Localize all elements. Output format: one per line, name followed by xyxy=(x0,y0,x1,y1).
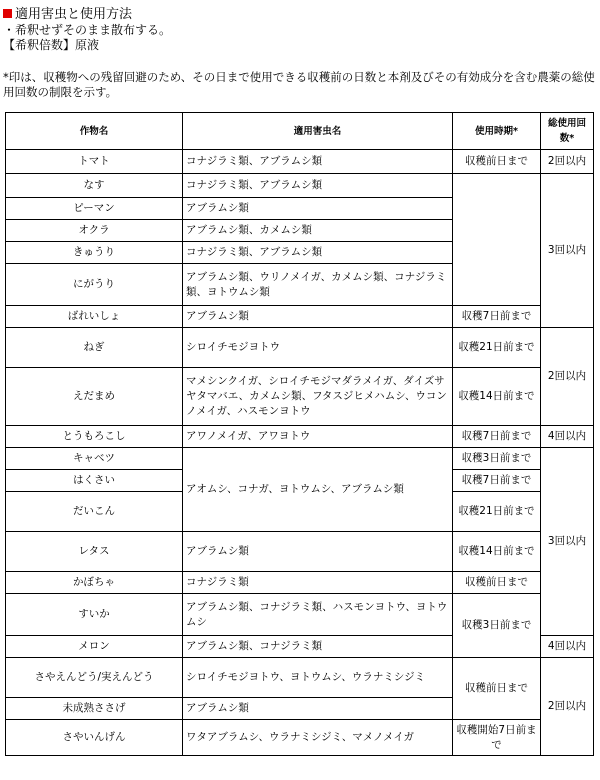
crop-cell: レタス xyxy=(6,532,183,572)
table-row xyxy=(6,328,594,368)
crop-cell: だいこん xyxy=(6,492,183,532)
crop-cell: なす xyxy=(6,174,183,198)
crop-cell: ねぎ xyxy=(6,328,183,368)
crop-cell: えだまめ xyxy=(6,368,183,426)
count-cell: 2回以内 xyxy=(541,658,594,756)
table-row xyxy=(6,572,594,594)
crop-cell: 未成熟ささげ xyxy=(6,698,183,720)
count-cell: 4回以内 xyxy=(541,426,594,448)
section-heading xyxy=(3,7,132,23)
timing-cell: 収穫7日前まで xyxy=(453,306,541,328)
header-count: 総使用回数* xyxy=(541,113,594,150)
table-row xyxy=(6,720,594,756)
crop-cell: ばれいしょ xyxy=(6,306,183,328)
count-cell: 3回以内 xyxy=(541,448,594,636)
timing-cell: 収穫3日前まで xyxy=(453,594,541,658)
red-square-icon xyxy=(3,9,12,18)
crop-cell: トマト xyxy=(6,150,183,174)
timing-cell: 収穫14日前まで xyxy=(453,532,541,572)
header-timing: 使用時期* xyxy=(453,113,541,150)
pest-cell: コナジラミ類、アブラムシ類 xyxy=(183,242,453,264)
footnote: *印は、収穫物への残留回避のため、その日まで使用できる収穫前の日数と本剤及びその有効成分を含む農薬の総使用回数の制限を示す。 xyxy=(3,70,595,99)
timing-cell: 収穫14日前まで xyxy=(453,368,541,426)
usage-line: ・希釈せずそのまま散布する。 xyxy=(3,23,172,37)
crop-cell: すいか xyxy=(6,594,183,636)
pest-cell: アブラムシ類、ウリノメイガ、カメムシ類、コナジラミ類、ヨトウムシ類 xyxy=(183,264,453,306)
pest-cell: アオムシ、コナガ、ヨトウムシ、アブラムシ類 xyxy=(183,448,453,532)
crop-cell: オクラ xyxy=(6,220,183,242)
pest-cell: アブラムシ類 xyxy=(183,532,453,572)
table-row xyxy=(6,150,594,174)
table-row xyxy=(6,448,594,470)
pest-cell: アブラムシ類、コナジラミ類、ハスモンヨトウ、ヨトウムシ xyxy=(183,594,453,636)
dilution-line: 【希釈倍数】原液 xyxy=(3,38,100,52)
pest-cell: ワタアブラムシ、ウラナミシジミ、マメノメイガ xyxy=(183,720,453,756)
crop-cell: はくさい xyxy=(6,470,183,492)
crop-cell: かぼちゃ xyxy=(6,572,183,594)
count-cell: 2回以内 xyxy=(541,328,594,426)
crop-cell: さやえんどう/実えんどう xyxy=(6,658,183,698)
crop-cell: キャベツ xyxy=(6,448,183,470)
crop-cell: とうもろこし xyxy=(6,426,183,448)
pest-cell: アワノメイガ、アワヨトウ xyxy=(183,426,453,448)
timing-cell: 収穫21日前まで xyxy=(453,328,541,368)
crop-cell: さやいんげん xyxy=(6,720,183,756)
crop-cell: にがうり xyxy=(6,264,183,306)
timing-cell: 収穫開始7日前まで xyxy=(453,720,541,756)
table-row xyxy=(6,368,594,426)
count-cell: 3回以内 xyxy=(541,174,594,328)
pest-cell: シロイチモジヨトウ、ヨトウムシ、ウラナミシジミ xyxy=(183,658,453,698)
timing-cell: 収穫7日前まで xyxy=(453,470,541,492)
timing-cell: 収穫前日まで xyxy=(453,658,541,720)
section-title: 適用害虫と使用方法 xyxy=(15,7,133,22)
pest-cell: アブラムシ類 xyxy=(183,198,453,220)
pest-cell: マメシンクイガ、シロイチモジマダラメイガ、ダイズサヤタマバエ、カメムシ類、フタスジヒメハムシ、ウコンノメイガ、ハスモンヨトウ xyxy=(183,368,453,426)
table-row xyxy=(6,658,594,698)
table-row xyxy=(6,174,594,198)
table-header-row xyxy=(6,113,594,150)
count-cell: 2回以内 xyxy=(541,150,594,174)
timing-cell: 収穫3日前まで xyxy=(453,448,541,470)
timing-cell: 収穫7日前まで xyxy=(453,426,541,448)
pest-cell: アブラムシ類 xyxy=(183,306,453,328)
timing-cell: 収穫前日まで xyxy=(453,150,541,174)
pest-cell: コナジラミ類、アブラムシ類 xyxy=(183,174,453,198)
pest-table xyxy=(5,112,594,756)
crop-cell: きゅうり xyxy=(6,242,183,264)
header-crop: 作物名 xyxy=(6,113,183,150)
header-pest: 適用害虫名 xyxy=(183,113,453,150)
table-row xyxy=(6,426,594,448)
timing-cell: 収穫前日まで xyxy=(453,572,541,594)
crop-cell: メロン xyxy=(6,636,183,658)
timing-cell-empty xyxy=(453,174,541,306)
pest-cell: アブラムシ類、コナジラミ類 xyxy=(183,636,453,658)
crop-cell: ピーマン xyxy=(6,198,183,220)
timing-cell: 収穫21日前まで xyxy=(453,492,541,532)
pest-cell: コナジラミ類 xyxy=(183,572,453,594)
pest-cell: アブラムシ類 xyxy=(183,698,453,720)
pest-cell: シロイチモジヨトウ xyxy=(183,328,453,368)
table-row xyxy=(6,594,594,636)
pest-cell: コナジラミ類、アブラムシ類 xyxy=(183,150,453,174)
table-row xyxy=(6,532,594,572)
table-row xyxy=(6,306,594,328)
pest-cell: アブラムシ類、カメムシ類 xyxy=(183,220,453,242)
count-cell: 4回以内 xyxy=(541,636,594,658)
